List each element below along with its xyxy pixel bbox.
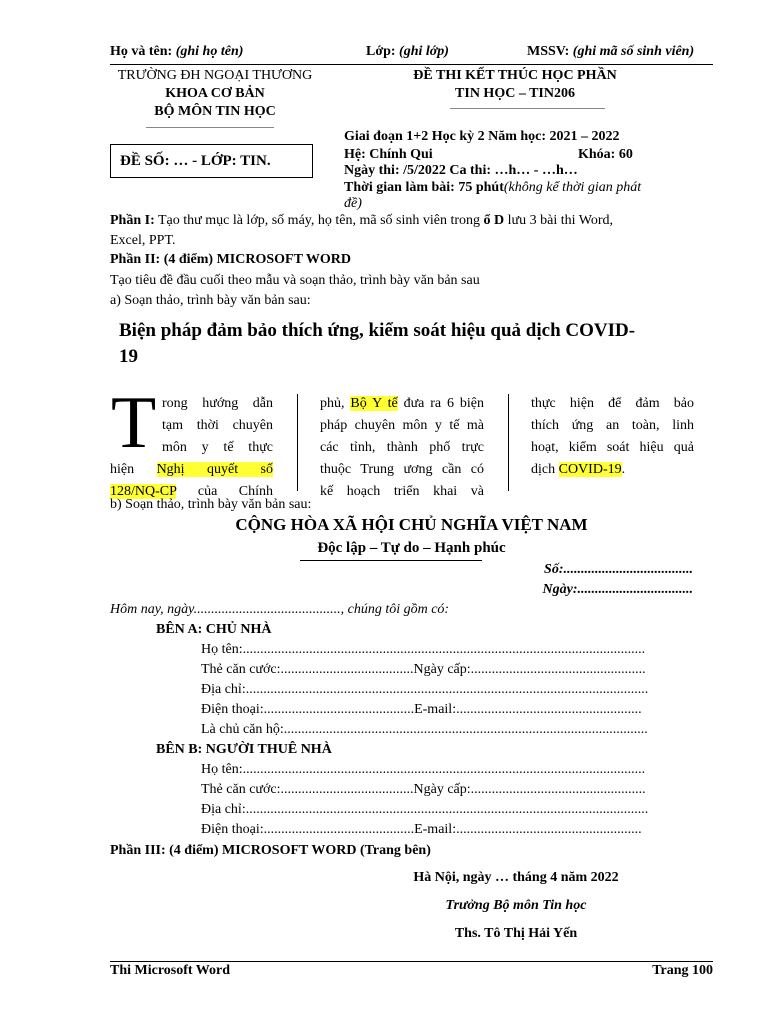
nation-motto: Độc lập – Tự do – Hạnh phúc: [317, 540, 506, 556]
part1-line1: [110, 213, 613, 229]
part3-label: Phần III: [110, 843, 161, 858]
exam-title: ĐỀ THI KẾT THÚC HỌC PHẦN: [413, 68, 617, 83]
col1-text: của Chính: [197, 484, 274, 499]
column-separator: [508, 394, 509, 491]
part2-instruction: Tạo tiêu đề đầu cuối theo mẫu và soạn thảo, trình bày văn bản sau: [110, 273, 480, 288]
contract-intro: Hôm nay, ngày.........................................., chúng tôi gồm có:: [110, 602, 450, 617]
article-column-3: [531, 393, 694, 481]
party-a-name-field: Họ tên:...................................................................................................................: [201, 642, 646, 657]
highlight-resolution-number: 128/NQ-CP: [110, 484, 177, 499]
part3-title: : (4 điểm) MICROSOFT WORD (Trang bên): [160, 843, 431, 858]
document-number: Số:.....................................: [544, 562, 693, 577]
header-class: [366, 44, 449, 60]
col2-text: đưa ra 6 biện: [403, 396, 485, 411]
part1-text-b: lưu 3 bài thi Word,: [504, 213, 614, 228]
party-a-address-field: Địa chỉ:...................................................................................................................: [201, 682, 649, 697]
col1-line: tạm thời chuyên: [162, 418, 273, 433]
party-b-heading: BÊN B: NGƯỜI THUÊ NHÀ: [156, 742, 332, 757]
col3-line: thích ứng an toàn, linh: [531, 418, 694, 433]
signature-role: Trưởng Bộ môn Tin học: [445, 898, 587, 913]
signature-place-date: Hà Nội, ngày … tháng 4 năm 2022: [413, 870, 619, 885]
col1-text: hiện: [110, 462, 135, 477]
party-b-id-field: Thẻ căn cước:......................................Ngày cấp:..................................................: [201, 782, 646, 797]
col1-line: rong hướng dẫn: [162, 396, 273, 411]
col3-text: .: [621, 462, 626, 477]
header-name-hint: (ghi họ tên): [175, 44, 244, 59]
document-date: Ngày:.................................: [542, 582, 693, 597]
school-name: TRƯỜNG ĐH NGOẠI THƯƠNG: [117, 68, 313, 83]
exam-course: Khóa: 60: [578, 147, 633, 162]
party-a-id-field: Thẻ căn cước:......................................Ngày cấp:..................................................: [201, 662, 646, 677]
article-column-1: [110, 393, 273, 503]
party-b-name-field: Họ tên:...................................................................................................................: [201, 762, 646, 777]
part2-item-b: b) Soạn thảo, trình bày văn bản sau:: [110, 497, 312, 512]
exam-subject: TIN HỌC – TIN206: [455, 86, 575, 101]
part3-heading: [110, 843, 431, 859]
header-class-label: Lớp:: [366, 44, 396, 59]
nation-title: CỘNG HÒA XÃ HỘI CHỦ NGHĨA VIỆT NAM: [235, 515, 588, 534]
footer-title: Thi Microsoft Word: [110, 963, 231, 978]
header-name-label: Họ và tên:: [110, 44, 173, 59]
party-b-phone-field: Điện thoại:...........................................E-mail:.....................................................: [201, 822, 642, 837]
faculty-name: KHOA CƠ BẢN: [165, 86, 265, 101]
exam-system: Hệ: Chính Qui: [344, 147, 433, 162]
part1-drive: ổ D: [483, 213, 505, 228]
col2-line: các tỉnh, thành phố trực: [320, 440, 484, 455]
party-a-heading: BÊN A: CHỦ NHÀ: [156, 622, 272, 637]
article-title-line1: Biện pháp đảm bảo thích ứng, kiểm soát hiệu quả dịch COVID-: [119, 320, 636, 341]
footer-divider: [110, 961, 713, 962]
highlight-resolution: Nghị quyết số: [156, 462, 273, 477]
signature-name: Ths. Tô Thị Hải Yến: [454, 926, 578, 941]
motto-underline: [300, 560, 482, 561]
part1-line2: Excel, PPT.: [110, 233, 176, 248]
exam-date: Ngày thi: /5/2022 Ca thi: …h… - …h…: [344, 163, 578, 178]
party-b-address-field: Địa chỉ:...................................................................................................................: [201, 802, 649, 817]
col3-line: hoạt, kiểm soát hiệu quả: [531, 440, 694, 455]
header-student-id: [527, 44, 694, 60]
header-id-label: MSSV:: [527, 44, 570, 59]
party-a-owner-field: Là chủ căn hộ:........................................................................................................: [201, 722, 648, 737]
col3-line: [531, 459, 694, 481]
exam-duration-note-end: đề): [344, 196, 362, 211]
col3-line: thực hiện để đảm bảo: [531, 396, 694, 411]
col2-line: [320, 393, 484, 415]
header-class-hint: (ghi lớp): [399, 44, 449, 59]
exam-code: ĐỀ SỐ: … - LỚP: TIN.: [120, 153, 271, 169]
header-id-hint: (ghi mã số sinh viên): [572, 44, 695, 59]
part2-title: : (4 điểm) MICROSOFT WORD: [155, 252, 352, 267]
part1-label: Phần I:: [110, 213, 155, 228]
col2-line: pháp chuyên môn y tế mà: [320, 418, 484, 433]
part1-text-a: Tạo thư mục là lớp, số máy, họ tên, mã số sinh viên trong: [154, 213, 484, 228]
col2-line: kế hoạch triển khai và: [320, 484, 484, 499]
exam-duration-note: (không kể thời gian phát: [503, 180, 642, 195]
party-a-phone-field: Điện thoại:...........................................E-mail:.....................................................: [201, 702, 642, 717]
header-divider: [110, 64, 713, 65]
highlight-covid: COVID-19: [558, 462, 622, 477]
article-dropcap: T: [111, 382, 157, 464]
part2-label: Phần II: [110, 252, 156, 267]
col2-text: phủ,: [320, 396, 345, 411]
page-number: Trang 100: [652, 963, 713, 978]
part2-item-a: a) Soạn thảo, trình bày văn bản sau:: [110, 293, 311, 308]
part2-heading: [110, 252, 351, 268]
exam-duration: [344, 180, 641, 196]
col1-line: [110, 459, 273, 481]
department-name: BỘ MÔN TIN HỌC: [154, 104, 276, 119]
exam-duration-text: Thời gian làm bài: 75 phút: [344, 180, 504, 195]
article-column-2: [320, 393, 484, 503]
highlight-ministry: Bộ Y tế: [350, 396, 398, 411]
article-title-line2: 19: [119, 346, 138, 367]
exam-underline: [450, 108, 605, 109]
header-name: [110, 44, 243, 60]
exam-term: Giai đoạn 1+2 Học kỳ 2 Năm học: 2021 – 2022: [344, 129, 620, 144]
school-underline: [146, 127, 274, 128]
col2-line: thuộc Trung ương cần có: [320, 462, 484, 477]
column-separator: [297, 394, 298, 491]
col1-line: môn y tế thực: [162, 440, 273, 455]
col3-text: dịch: [531, 462, 556, 477]
